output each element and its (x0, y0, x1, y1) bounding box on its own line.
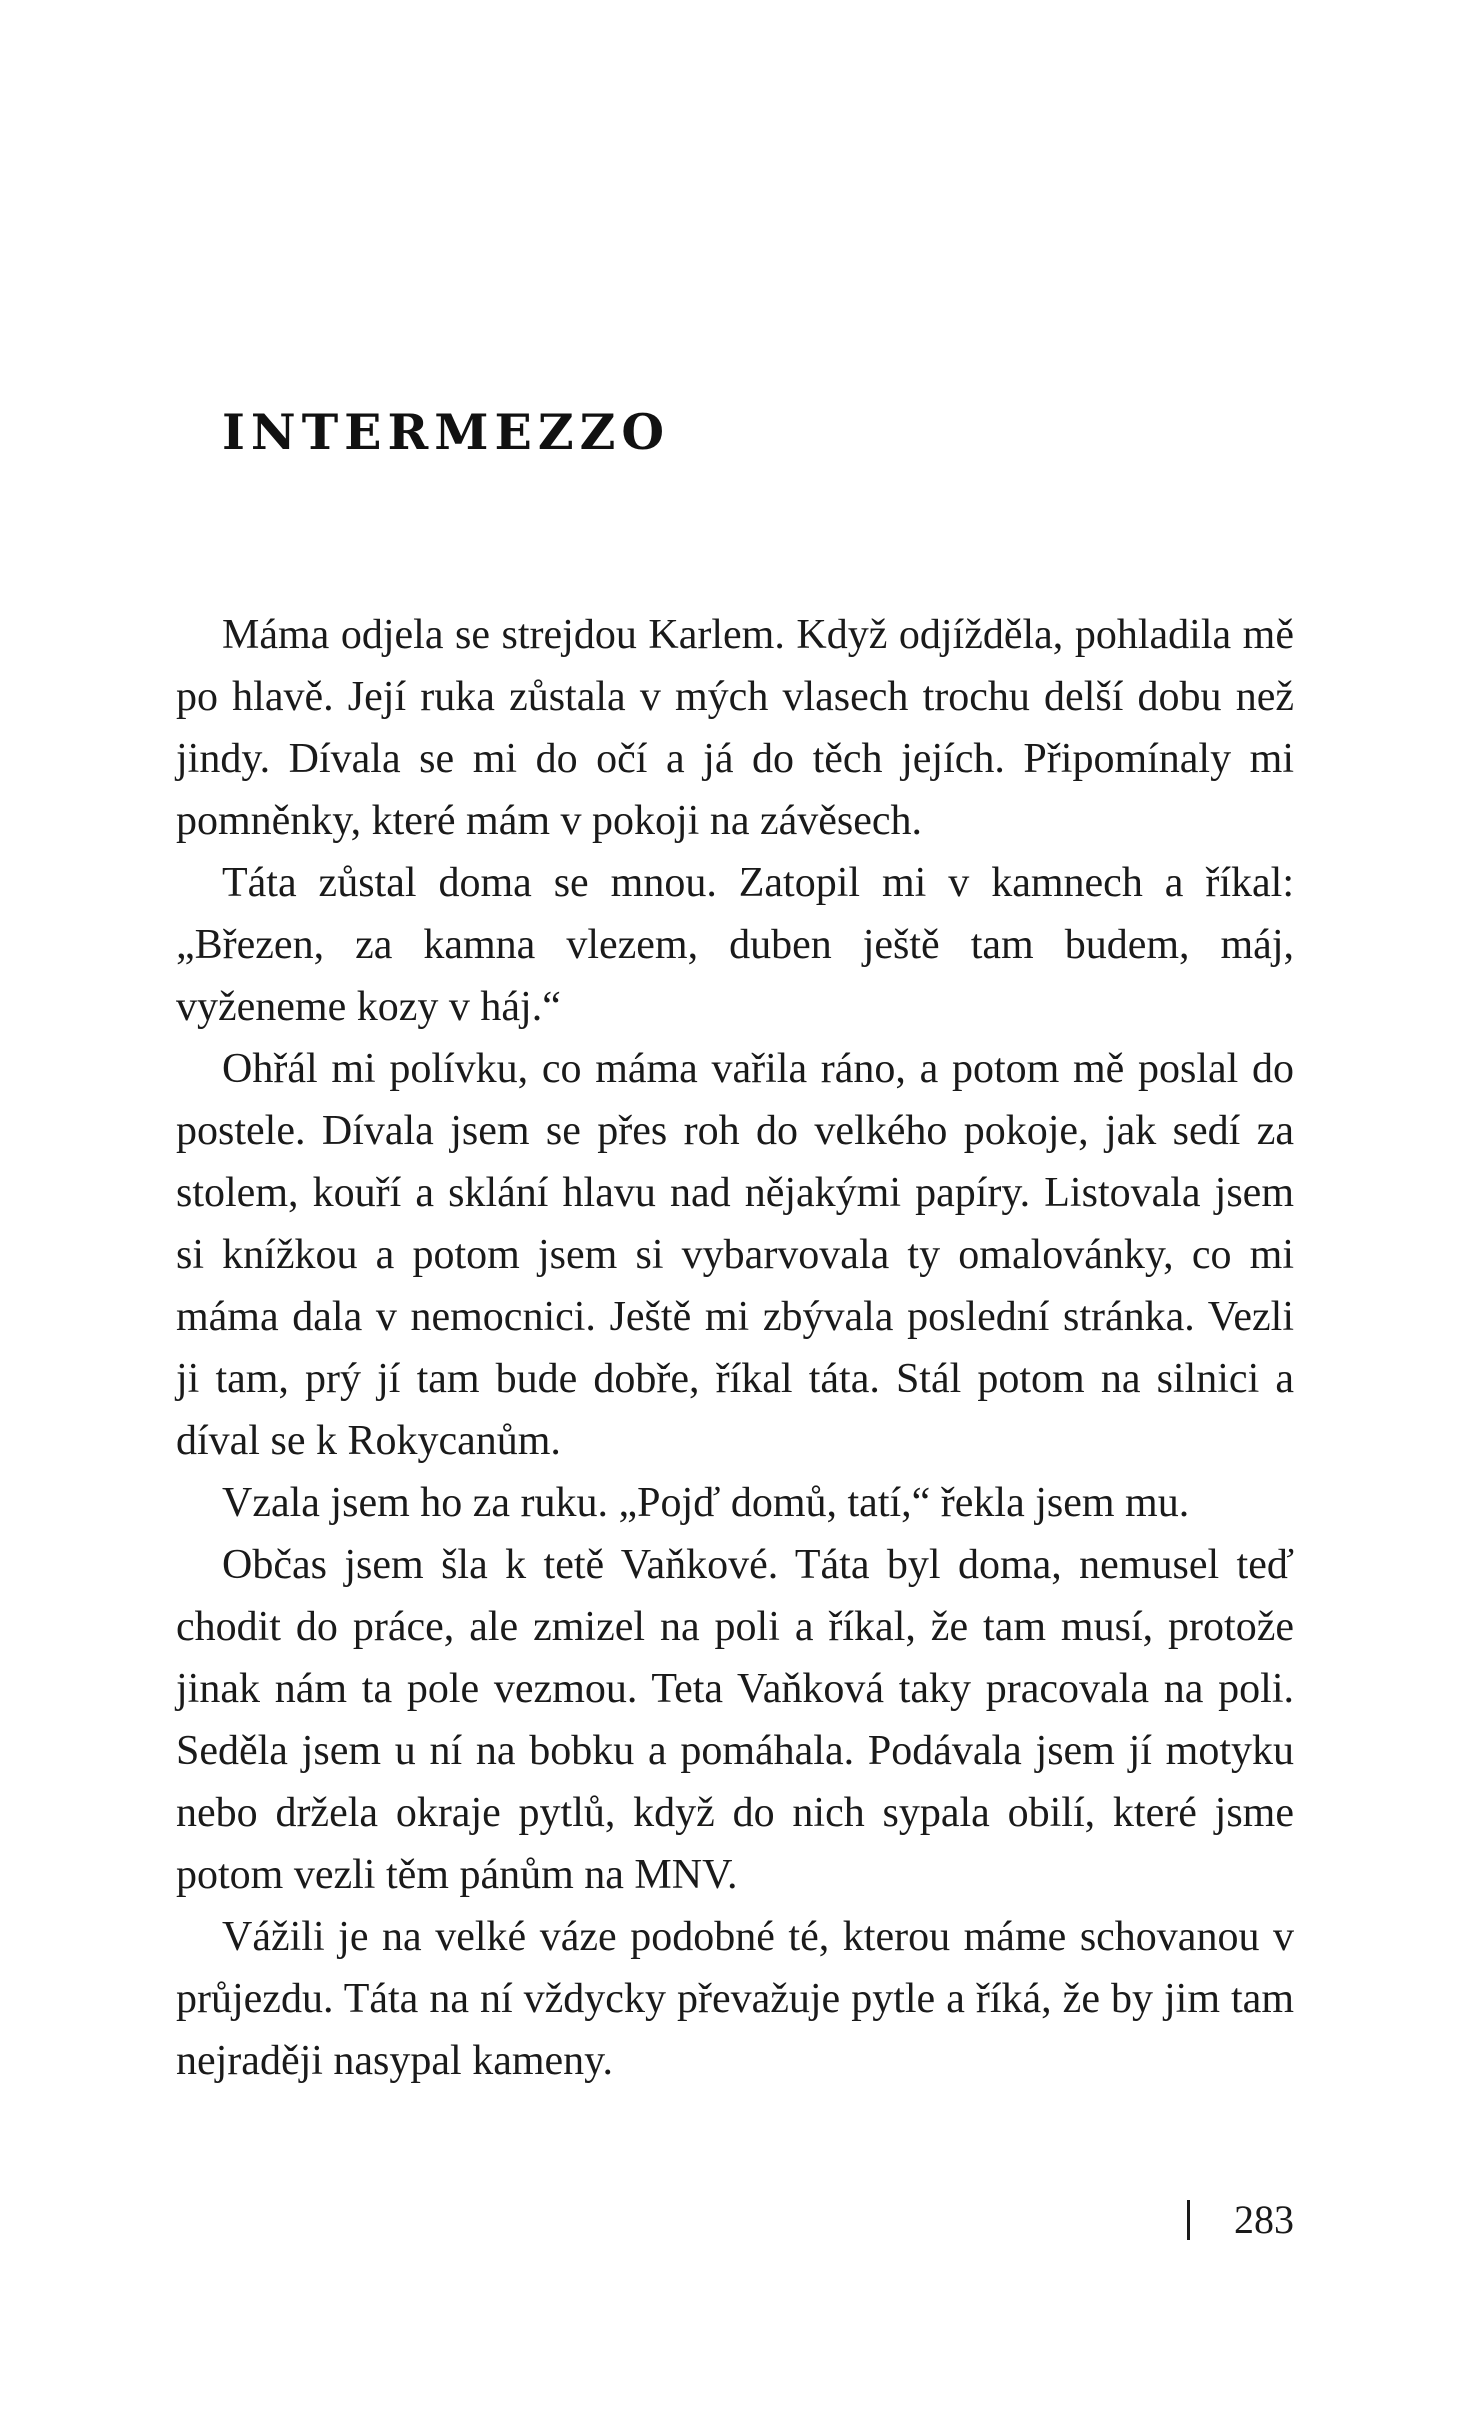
paragraph: Ohřál mi polívku, co máma vařila ráno, a potom mě poslal do postele. Dívala jsem se přes roh do velkého pokoje, jak sedí za stolem, kouří a sklání hlavu nad nějakými papíry. Listovala jsem si knížkou a potom jsem si vybarvovala ty omalovánky, co mi máma dala v nemocnici. Ještě mi zbývala poslední stránka. Vezli ji tam, prý jí tam bude dobře, říkal táta. Stál potom na silnici a díval se k Rokycanům. (176, 1046, 1294, 1464)
chapter-title: INTERMEZZO (222, 403, 671, 461)
paragraph: Vzala jsem ho za ruku. „Pojď domů, tatí,“ řekla jsem mu. (222, 1480, 1190, 1526)
body-text (176, 604, 1294, 2092)
paragraph: Táta zůstal doma se mnou. Zatopil mi v kamnech a říkal: „Březen, za kamna vlezem, duben ještě tam budem, máj, vyženeme kozy v háj.“ (176, 860, 1294, 1030)
page-footer (1187, 2196, 1294, 2244)
paragraph: Vážili je na velké váze podobné té, kterou máme schovanou v průjezdu. Táta na ní vždycky převažuje pytle a říká, že by jim tam nejraději nasypal kameny. (176, 1914, 1294, 2084)
page-number: 283 (1234, 2197, 1294, 2242)
footer-divider (1187, 2200, 1190, 2240)
paragraph: Občas jsem šla k tetě Vaňkové. Táta byl doma, nemusel teď chodit do práce, ale zmizel na poli a říkal, že tam musí, protože jinak nám ta pole vezmou. Teta Vaňková taky pracovala na poli. Seděla jsem u ní na bobku a pomáhala. Podávala jsem jí motyku nebo držela okraje pytlů, když do nich sypala obilí, které jsme potom vezli těm pánům na MNV. (176, 1542, 1294, 1898)
paragraph: Máma odjela se strejdou Karlem. Když odjížděla, pohladila mě po hlavě. Její ruka zůstala v mých vlasech trochu delší dobu než jindy. Dívala se mi do očí a já do těch jejích. Připomínaly mi pomněnky, které mám v pokoji na závěsech. (176, 612, 1294, 844)
